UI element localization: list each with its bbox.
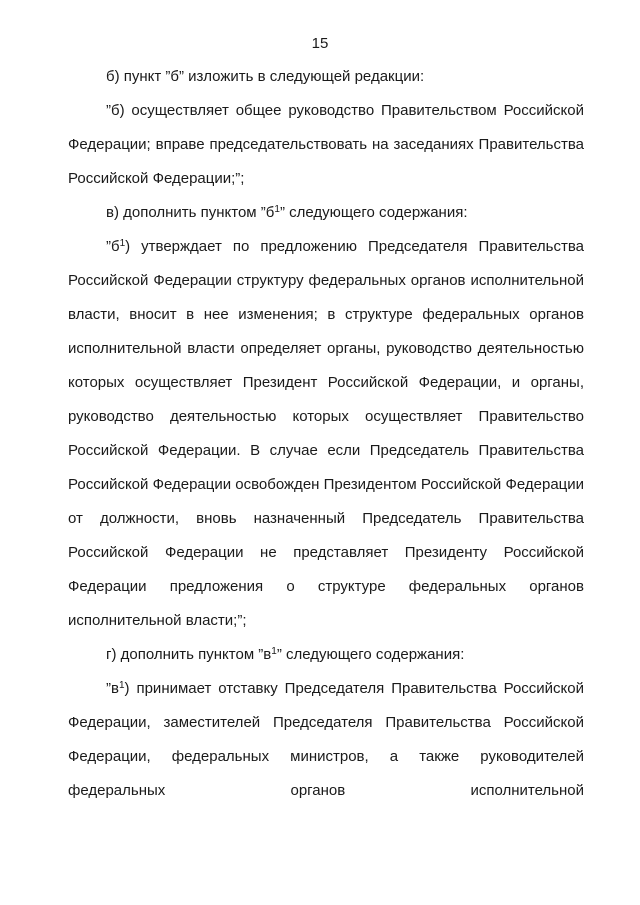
superscript: 1 bbox=[274, 204, 280, 215]
superscript: 1 bbox=[119, 238, 126, 249]
paragraph-amend-v bbox=[68, 196, 584, 230]
superscript: 1 bbox=[118, 680, 125, 691]
text-segment: ”в bbox=[106, 680, 119, 697]
page-number: 15 bbox=[311, 35, 329, 52]
text-segment: г) дополнить пунктом ”в bbox=[106, 646, 272, 663]
paragraph-b1-text bbox=[68, 230, 584, 638]
text-segment: ” следующего содержания: bbox=[276, 646, 465, 663]
text-segment: ) принимает отставку Председателя Правительства Российской Федерации, заместителей Председателя Правительства Российской Федерации, федеральных министров, а также руководителей федеральных органов исполнительной bbox=[68, 680, 584, 799]
paragraph-b-new-text: ”б) осуществляет общее руководство Правительством Российской Федерации; вправе председательствовать на заседаниях Правительства Российской Федерации;”; bbox=[68, 102, 584, 187]
text-segment: в) дополнить пунктом ”б bbox=[106, 204, 275, 221]
paragraph-amend-g bbox=[68, 638, 584, 672]
paragraph-v1-text bbox=[68, 672, 584, 808]
text-segment: ”б bbox=[106, 238, 120, 255]
text-segment: ) утверждает по предложению Председателя Правительства Российской Федерации структуру федеральных органов исполнительной власти, вносит в нее изменения; в структуре федеральных органов исполнительной власти определяет органы, руководство деятельностью которых осуществляет Президент Российской Федерации, и органы, руководство деятельностью которых осуществляет Правительство Российской Федерации. В случае если Председатель Правительства Российской Федерации освобожден Президентом Российской Федерации от должности, вновь назначенный Председатель Правительства Российской Федерации не представляет Президенту Российской Федерации предложения о структуре федеральных органов исполнительной власти;”; bbox=[68, 238, 585, 629]
text-segment: ” следующего содержания: bbox=[279, 204, 468, 221]
document-body bbox=[68, 60, 584, 808]
paragraph-amend-b: б) пункт ”б” изложить в следующей редакции: bbox=[106, 68, 425, 85]
superscript: 1 bbox=[271, 646, 277, 657]
